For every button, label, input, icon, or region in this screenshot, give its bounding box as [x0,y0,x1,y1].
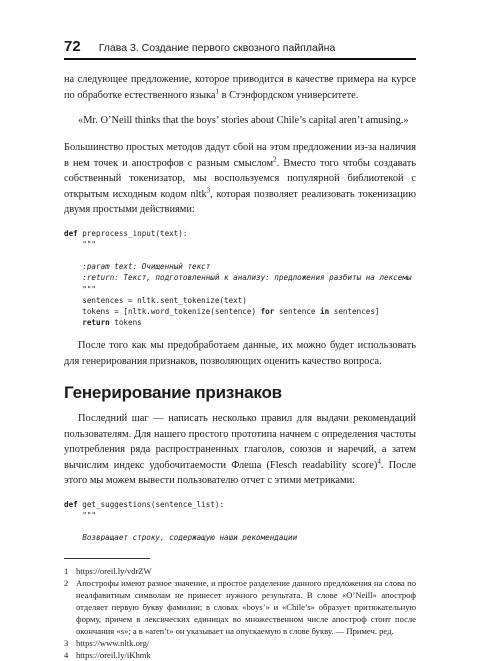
footnote-link[interactable]: https://www.nltk.org/ [76,637,150,648]
paragraph-features [64,411,416,489]
code-text: tokens = [nltk.word_tokenize(sentence) [64,306,261,316]
code-keyword: in [320,306,330,316]
paragraph-text: . Вместо того чтобы создавать собственный токенизатор, мы воспользуемся популярной библиотекой с открытым исходным кодом nltk [64,157,416,200]
footnote-number: 4 [64,649,69,660]
code-text: """ [64,511,97,521]
running-header [64,38,416,60]
paragraph-text: в Стэнфордском университете. [219,89,359,101]
footnote-link[interactable]: https://oreil.ly/iKhmk [76,649,151,660]
paragraph-tokenizer [64,140,416,218]
paragraph-text: . После этого мы можем вывести пользователю отчет с этими метриками: [64,459,416,487]
code-keyword: def [64,499,78,509]
footnote-text: Апострофы имеют разное значение, и простое разделение данного предложения на слова по неалфавитным символам не принесет нужного результата. В слове «O’Neill» апостроф отделяет первую букву фамилии; в словах «boys’» и «Chile’s» образует притяжательную форму, причем в лексических единицах во множественном числе апостроф стоит после окончания «s»; а в «aren’t» он указывает на опускаемую в слове букву. — Примеч. ред. [76,577,416,636]
footnote [64,565,416,577]
code-keyword: for [260,306,275,316]
section-heading: Генерирование признаков [64,383,282,403]
footnote [64,649,416,661]
footnote-number: 2 [64,577,69,588]
paragraph-text: на следующее предложение, которое приводится в качестве примера на курсе по обработке естественного языка [64,74,416,101]
code-text: get_suggestions(sentence_list): [77,499,225,509]
code-block-suggestions [64,499,416,544]
footnote-ref-4: 4 [377,457,381,466]
code-comment: :return: Текст, подготовленный к анализу: предложения разбиты на лексемы [64,273,412,283]
paragraph-after-code: После того как мы предобработаем данные, их можно будет использовать для генерирования признаков, позволяющих оценить качество вопроса. [64,340,416,367]
page-number: 72 [64,38,81,55]
code-keyword: return [64,318,110,328]
paragraph-text: Большинство простых методов дадут сбой на этом предложении из-за наличия в нем точек и апострофов с разным смыслом [64,142,416,169]
page-content [64,72,416,661]
code-text: tokens [109,318,142,328]
paragraph-text: , которая позволяет реализовать токенизацию двумя простыми действиями: [64,188,416,215]
footnote [64,637,416,649]
paragraph-text: Последний шаг — написать несколько правил для выдачи рекомендаций пользователям. Для нашего простого прототипа начнем с определения частоты употребления ряда распространенных глаголов, союзов и наречий, а затем вычислим индекс удобочитаемости Флеша (Flesch readability score) [64,413,416,471]
code-comment: :param text: Очищенный текст [64,262,211,272]
paragraph-intro [64,72,416,103]
footnote-link[interactable]: https://oreil.ly/vdrZW [76,565,152,576]
footnote-number: 1 [64,565,69,576]
code-text: preprocess_input(text): [77,228,188,238]
code-text: sentences = nltk.sent_tokenize(text) [64,295,247,305]
footnote-number: 3 [64,637,69,648]
footnote-ref-3: 3 [206,186,211,195]
example-quote: «Mr. O’Neill thinks that the boys’ stories about Chile’s capital aren’t amusing.» [78,115,409,126]
footnote-ref-1: 1 [215,87,220,96]
chapter-title: Глава 3. Создание первого сквозного пайплайна [98,42,336,54]
code-keyword: def [64,228,78,238]
footnote-ref-2: 2 [273,155,277,164]
code-text: sentence [274,306,321,316]
footnote-divider [64,558,150,559]
code-block-preprocess [64,228,416,329]
code-text: """ [64,284,97,294]
code-text: """ [64,239,97,249]
footnote [64,577,416,637]
code-comment: Возвращает строку, содержащую наши рекомендации [64,533,298,543]
code-text: sentences] [329,306,380,316]
